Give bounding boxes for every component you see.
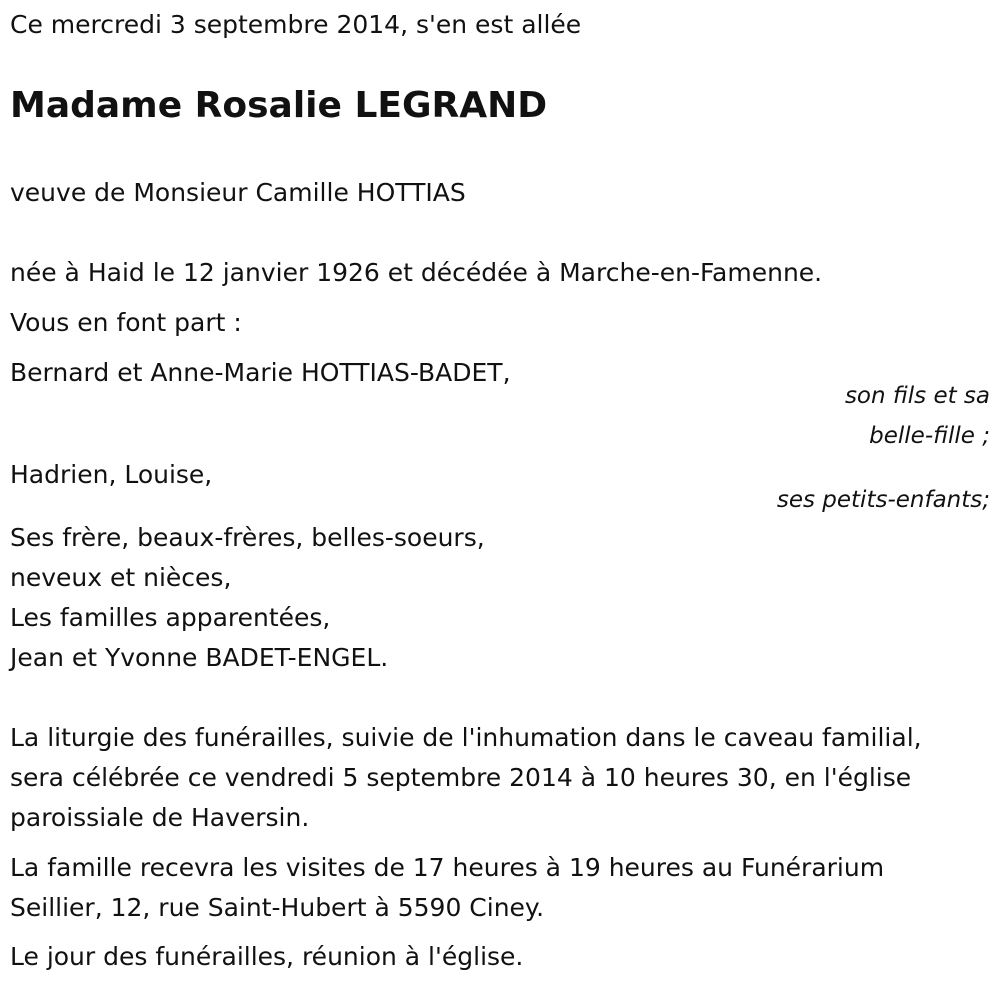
gathering-line: Le jour des funérailles, réunion à l'église. [10,942,524,971]
other-relative-line: Jean et Yvonne BADET-ENGEL. [10,643,389,672]
intro-line: Ce mercredi 3 septembre 2014, s'en est allée [10,10,582,39]
grandchildren-names: Hadrien, Louise, [10,460,213,489]
funeral-line: sera célébrée ce vendredi 5 septembre 2014 à 10 heures 30, en l'église [10,763,912,792]
other-relative-line: neveux et nièces, [10,563,232,592]
announce-line: Vous en font part : [10,308,242,337]
other-relative-line: Ses frère, beaux-frères, belles-soeurs, [10,523,485,552]
funeral-line: La liturgie des funérailles, suivie de l'inhumation dans le caveau familial, [10,723,922,752]
grandchildren-relation: ses petits-enfants; [776,487,990,513]
funeral-paragraph [10,718,922,838]
other-relative-line: Les familles apparentées, [10,603,331,632]
visits-line: Seillier, 12, rue Saint-Hubert à 5590 Ciney. [10,893,545,922]
son-relation-line2: belle-fille ; [869,423,990,449]
deceased-name: Madame Rosalie LEGRAND [10,85,548,126]
other-relatives [10,518,485,678]
widow-of-line: veuve de Monsieur Camille HOTTIAS [10,178,466,207]
son-relation-line1: son fils et sa [844,383,990,409]
funeral-line: paroissiale de Haversin. [10,803,310,832]
born-died-line: née à Haid le 12 janvier 1926 et décédée à Marche-en-Famenne. [10,258,823,287]
visits-line: La famille recevra les visites de 17 heures à 19 heures au Funérarium [10,853,885,882]
visits-paragraph [10,848,884,928]
son-names: Bernard et Anne-Marie HOTTIAS-BADET, [10,358,511,387]
